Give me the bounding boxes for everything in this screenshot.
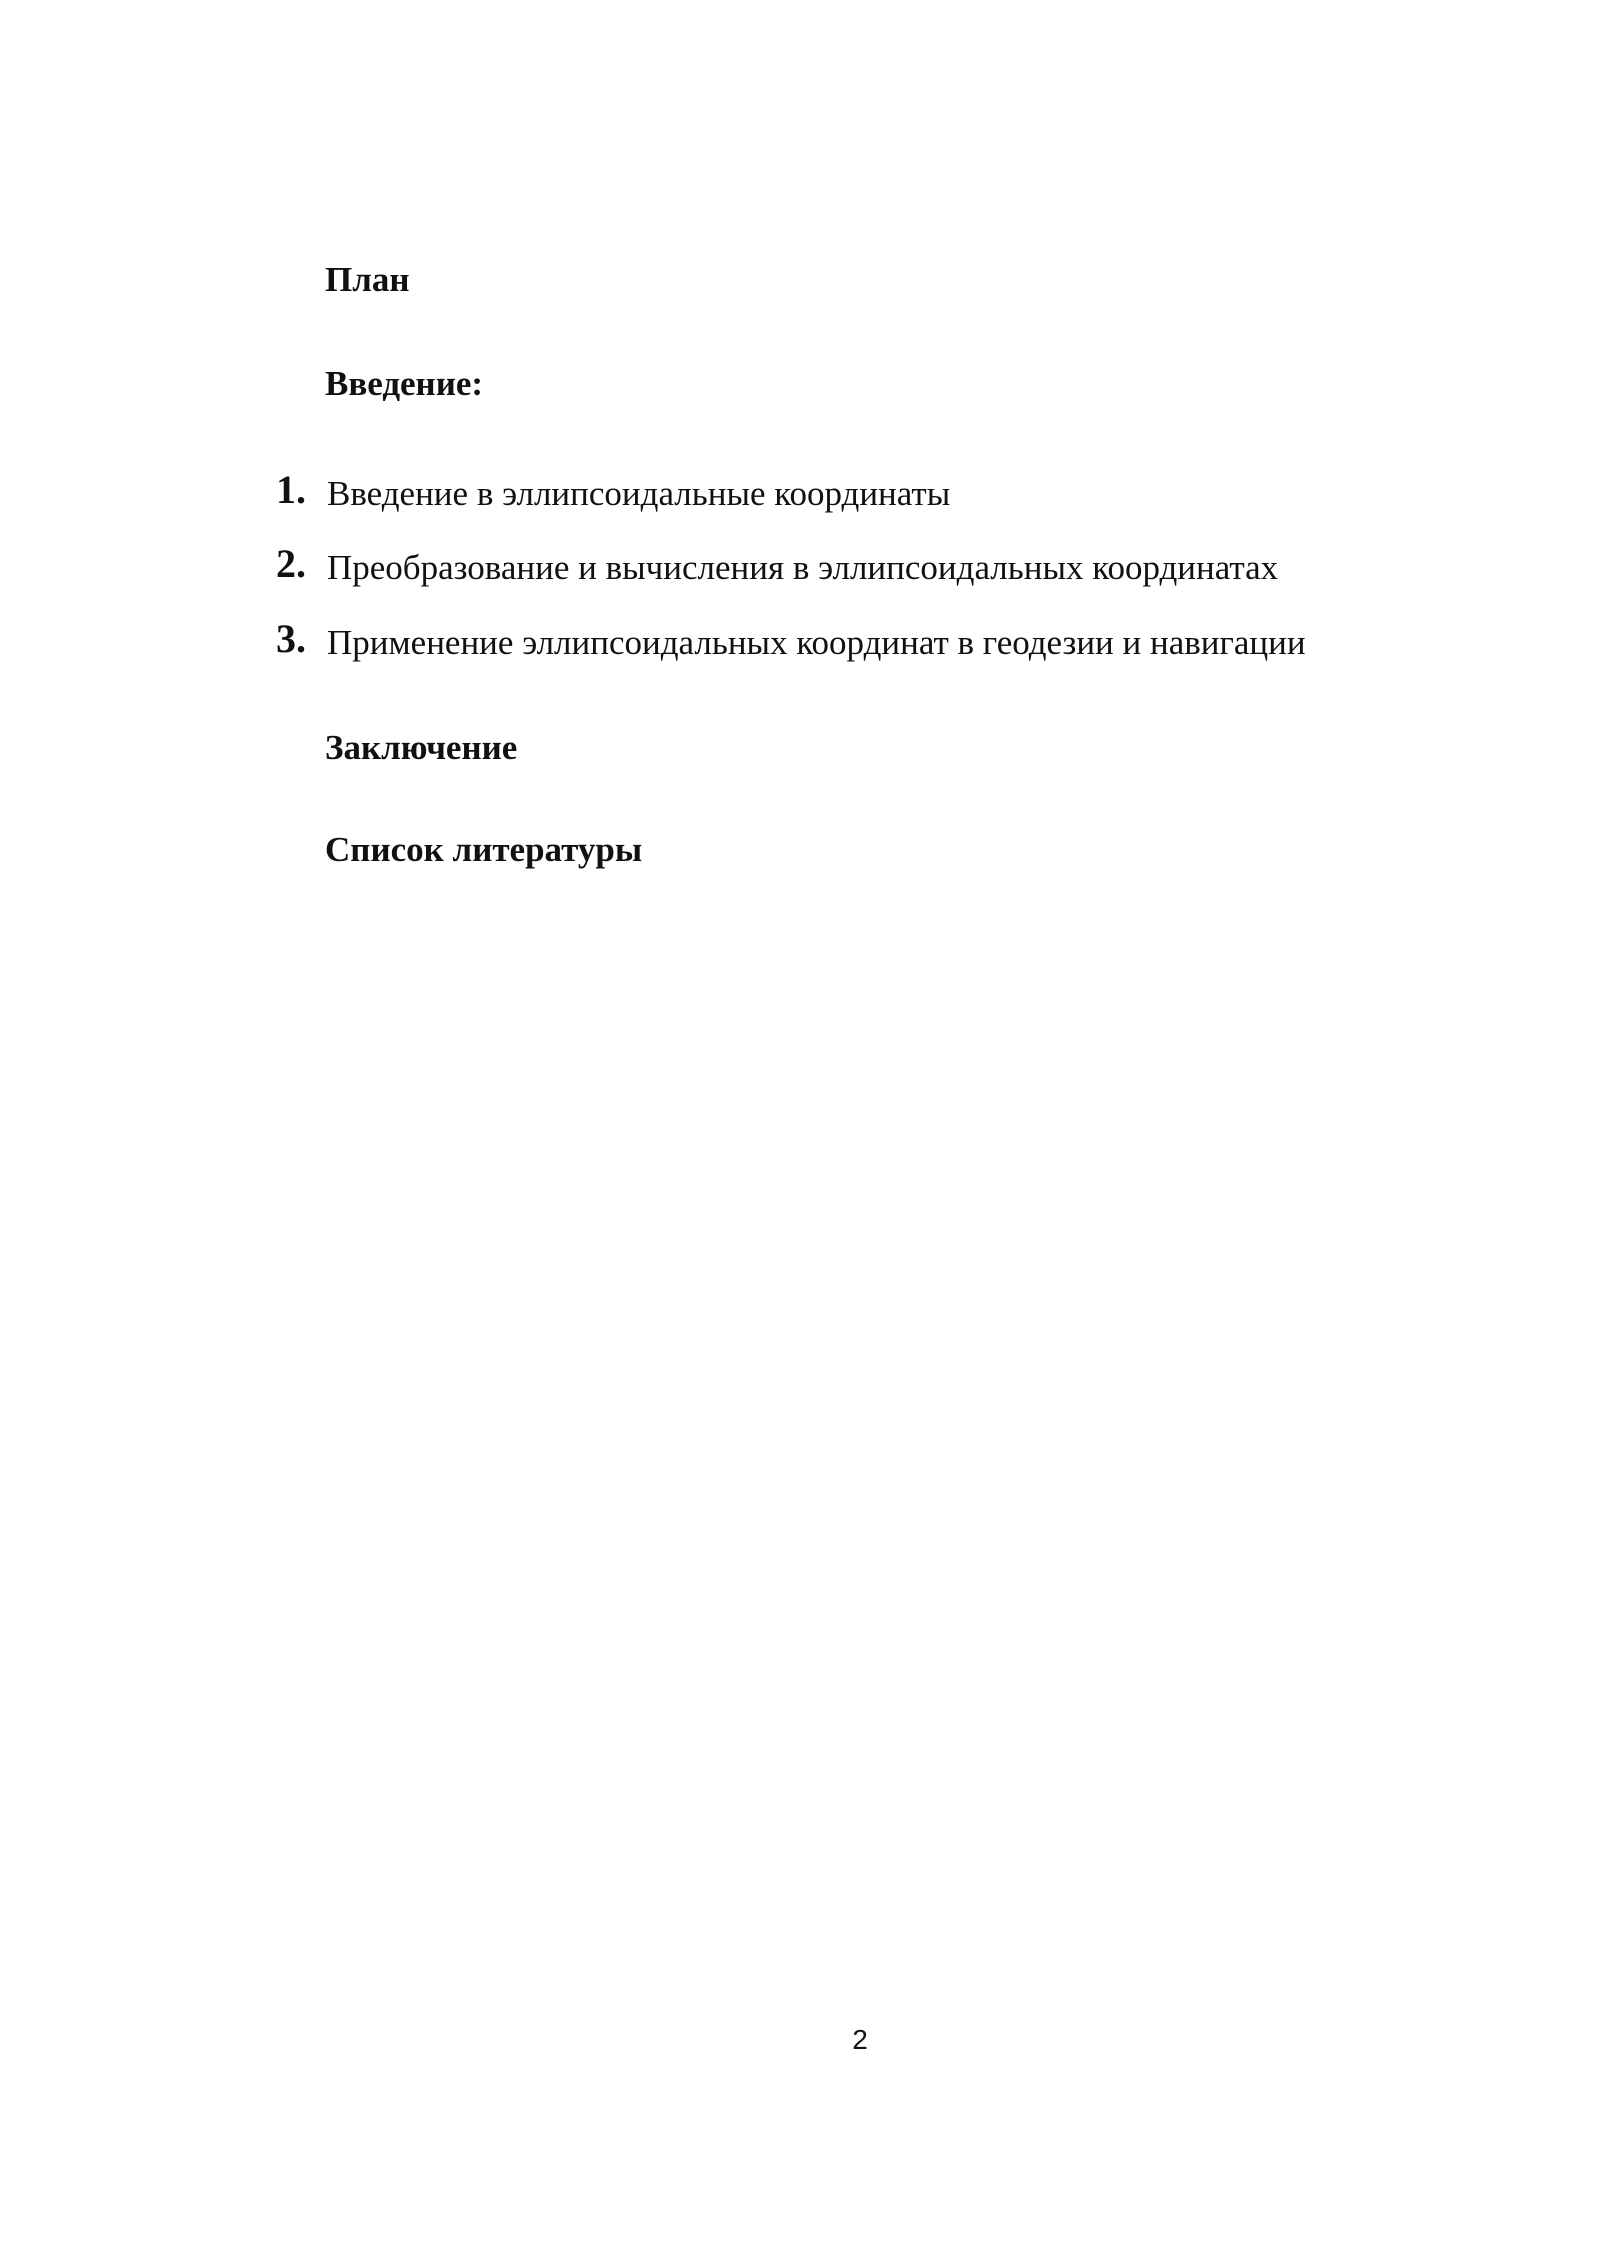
- plan-item: [0, 467, 1500, 520]
- plan-item-text: Введение в эллипсоидальные координаты: [327, 474, 951, 513]
- plan-item: [0, 616, 1500, 669]
- introduction-heading: Введение:: [325, 364, 484, 403]
- plan-title: План: [325, 260, 410, 299]
- page-number: 2: [852, 2024, 868, 2055]
- plan-item-number: 3.: [276, 616, 306, 661]
- plan-item-text: Применение эллипсоидальных координат в геодезии и навигации: [327, 623, 1306, 662]
- plan-item-number: 2.: [276, 541, 306, 586]
- conclusion-heading: Заключение: [325, 728, 518, 767]
- plan-item-text: Преобразование и вычисления в эллипсоидальных координатах: [327, 548, 1279, 587]
- plan-item: [0, 541, 1500, 594]
- plan-item-number: 1.: [276, 467, 306, 512]
- references-heading: Список литературы: [325, 830, 643, 869]
